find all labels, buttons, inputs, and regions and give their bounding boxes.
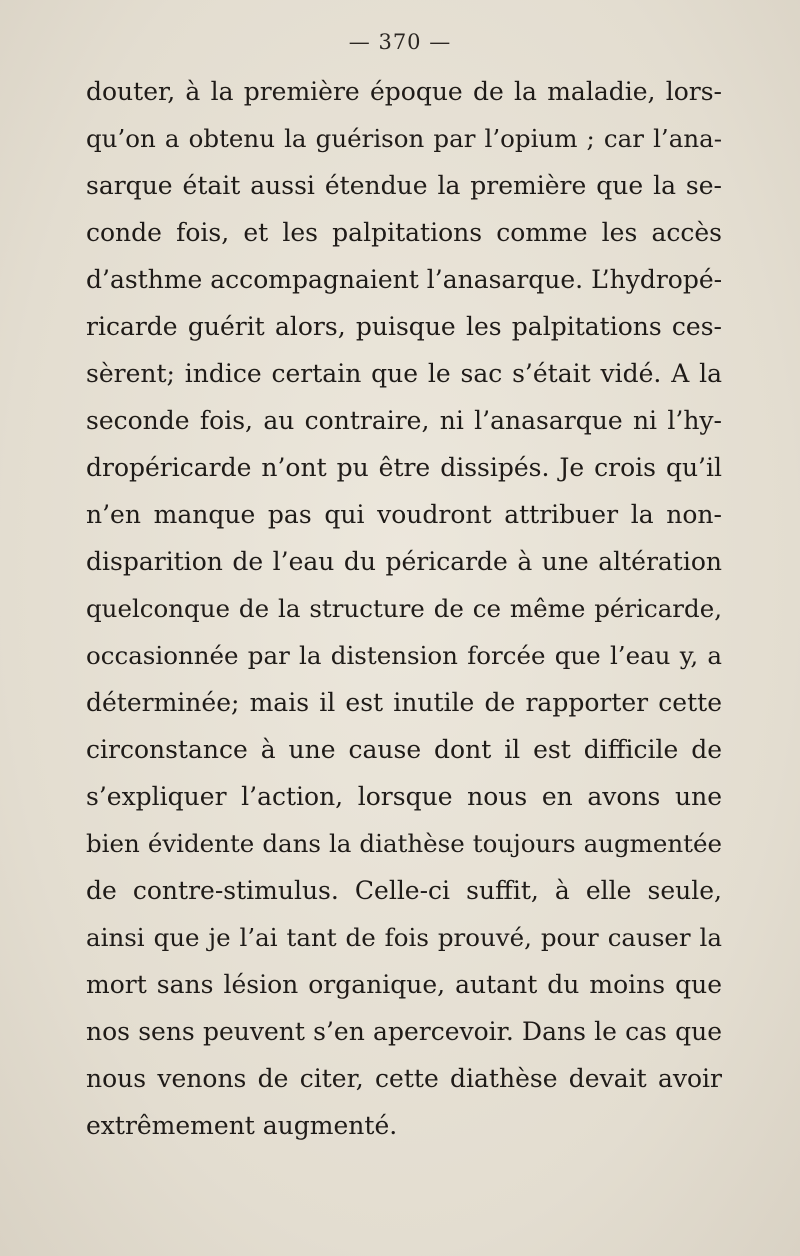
text-line: qu’on a obtenu la guérison par l’opium ; car l’ana- [86, 124, 722, 153]
text-line: seconde fois, au contraire, ni l’anasarque ni l’hy- [86, 406, 722, 435]
text-line: déterminée; mais il est inutile de rapporter cette [86, 688, 722, 717]
text-line: nous venons de citer, cette diathèse devait avoir [86, 1064, 722, 1093]
text-line: circonstance à une cause dont il est difficile de [86, 735, 722, 764]
text-line: disparition de l’eau du péricarde à une altération [86, 547, 722, 576]
text-line: mort sans lésion organique, autant du moins que [86, 970, 722, 999]
text-line: extrêmement augmenté. [86, 1111, 398, 1140]
text-line: sarque était aussi étendue la première que la se- [86, 171, 722, 200]
text-line: nos sens peuvent s’en apercevoir. Dans le cas que [86, 1017, 722, 1046]
body-text [86, 68, 722, 1149]
text-line: ainsi que je l’ai tant de fois prouvé, pour causer la [86, 923, 722, 952]
text-line: de contre-stimulus. Celle-ci suffit, à elle seule, [86, 876, 722, 905]
text-line: dropéricarde n’ont pu être dissipés. Je crois qu’il [86, 453, 722, 482]
text-line: sèrent; indice certain que le sac s’était vidé. A la [86, 359, 722, 388]
text-line: conde fois, et les palpitations comme les accès [86, 218, 722, 247]
text-line: ricarde guérit alors, puisque les palpitations ces- [86, 312, 722, 341]
text-line: quelconque de la structure de ce même péricarde, [86, 594, 722, 623]
text-line: douter, à la première époque de la maladie, lors- [86, 77, 722, 106]
text-line: n’en manque pas qui voudront attribuer la non- [86, 500, 722, 529]
text-line: occasionnée par la distension forcée que l’eau y, a [86, 641, 722, 670]
page-number: — 370 — [348, 30, 452, 54]
text-line: s’expliquer l’action, lorsque nous en avons une [86, 782, 722, 811]
text-line: d’asthme accompagnaient l’anasarque. L’hydropé- [86, 265, 723, 294]
text-line: bien évidente dans la diathèse toujours augmentée [86, 829, 722, 858]
